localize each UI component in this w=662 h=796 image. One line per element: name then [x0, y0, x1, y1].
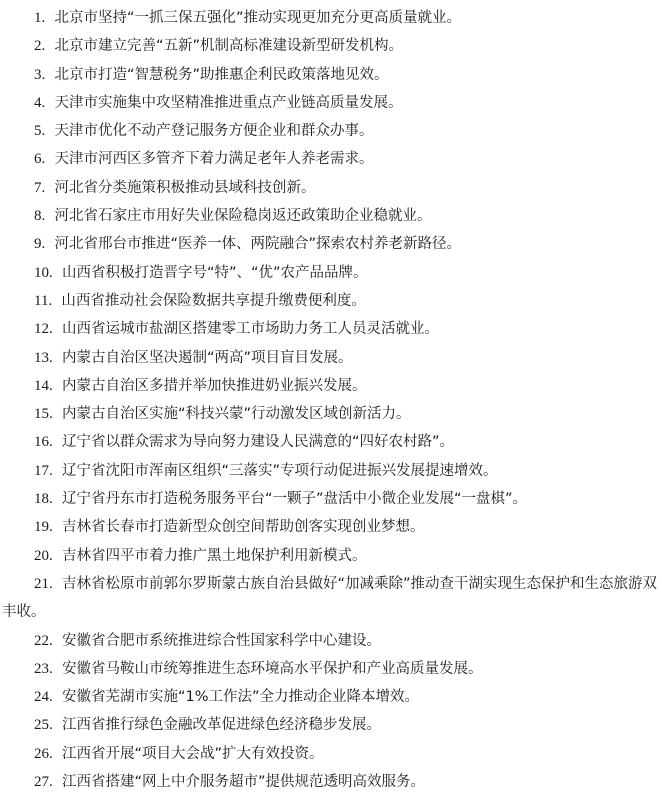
- list-item: [0, 230, 662, 258]
- item-text: 辽宁省沈阳市浑南区组织“三落实”专项行动促进振兴发展提速增效。: [61, 462, 498, 479]
- item-text: 江西省推行绿色金融改革促进绿色经济稳步发展。: [61, 717, 381, 734]
- item-number: 20.: [34, 547, 53, 564]
- item-number: 1.: [34, 10, 46, 26]
- list-item: [0, 542, 662, 570]
- item-number: 22.: [34, 632, 53, 649]
- item-number: 14.: [34, 377, 53, 394]
- list-item: [0, 570, 662, 627]
- list-item: [0, 372, 662, 400]
- item-number: 19.: [34, 519, 53, 536]
- list-item: [0, 428, 662, 456]
- item-number: 11.: [34, 292, 53, 309]
- item-number: 16.: [34, 434, 53, 451]
- list-item: [0, 655, 662, 683]
- item-text: 天津市优化不动产登记服务方便企业和群众办事。: [54, 123, 374, 140]
- list-item: [0, 174, 662, 202]
- list-item: [0, 711, 662, 739]
- item-text: 河北省石家庄市用好失业保险稳岗返还政策助企业稳就业。: [54, 208, 432, 225]
- item-text: 内蒙古自治区坚决遏制“两高”项目盲目发展。: [61, 349, 353, 366]
- item-number: 25.: [34, 717, 53, 734]
- list-item: [0, 145, 662, 173]
- list-item: [0, 117, 662, 145]
- item-text: 吉林省四平市着力推广黑土地保护利用新模式。: [61, 547, 367, 564]
- item-number: 12.: [34, 321, 53, 338]
- list-item: [0, 89, 662, 117]
- item-text: 安徽省合肥市系统推进综合性国家科学中心建设。: [61, 632, 381, 649]
- item-text: 江西省搭建“网上中介服务超市”提供规范透明高效服务。: [61, 774, 425, 791]
- item-text: 天津市河西区多管齐下着力满足老年人养老需求。: [54, 151, 374, 168]
- list-item: [0, 4, 662, 32]
- item-number: 5.: [34, 123, 46, 140]
- list-item: [0, 287, 662, 315]
- item-text: 北京市坚持“一抓三保五强化”推动实现更加充分更高质量就业。: [54, 10, 461, 26]
- item-number: 15.: [34, 406, 53, 423]
- item-number: 18.: [34, 491, 53, 508]
- item-number: 9.: [34, 236, 46, 253]
- item-number: 23.: [34, 660, 53, 677]
- list-item: [0, 259, 662, 287]
- list-item: [0, 400, 662, 428]
- item-text: 山西省运城市盐湖区搭建零工市场助力务工人员灵活就业。: [61, 321, 439, 338]
- item-text: 山西省推动社会保险数据共享提升缴费便利度。: [61, 292, 366, 309]
- item-number: 10.: [34, 264, 53, 281]
- item-number: 4.: [34, 94, 46, 111]
- item-text: 江西省开展“项目大会战”扩大有效投资。: [61, 745, 324, 762]
- item-text: 天津市实施集中攻坚精准推进重点产业链高质量发展。: [54, 94, 403, 111]
- list-item: [0, 513, 662, 541]
- item-number: 24.: [34, 689, 53, 706]
- list-item: [0, 344, 662, 372]
- list-item: [0, 768, 662, 796]
- document-body: [0, 4, 662, 796]
- item-text: 河北省邢台市推进“医养一体、两院融合”探索农村养老新路径。: [54, 236, 461, 253]
- item-text: 吉林省长春市打造新型众创空间帮助创客实现创业梦想。: [61, 519, 425, 536]
- item-text: 北京市打造“智慧税务”助推惠企利民政策落地见效。: [54, 66, 389, 83]
- item-text: 内蒙古自治区多措并举加快推进奶业振兴发展。: [61, 377, 367, 394]
- list-item: [0, 457, 662, 485]
- item-number: 26.: [34, 745, 53, 762]
- item-number: 21.: [34, 575, 53, 592]
- item-number: 27.: [34, 774, 53, 791]
- item-text: 北京市建立完善“五新”机制高标准建设新型研发机构。: [54, 38, 403, 55]
- list-item: [0, 485, 662, 513]
- list-item: [0, 627, 662, 655]
- item-text: 内蒙古自治区实施“科技兴蒙”行动激发区域创新活力。: [61, 406, 411, 423]
- item-number: 3.: [34, 66, 46, 83]
- item-text: 吉林省松原市前郭尔罗斯蒙古族自治县做好“加减乘除”推动查干湖实现生态保护和生态旅游双丰收。: [2, 575, 657, 621]
- list-item: [0, 61, 662, 89]
- list-item: [0, 32, 662, 60]
- item-number: 7.: [34, 179, 46, 196]
- item-number: 2.: [34, 38, 46, 55]
- item-text: 安徽省马鞍山市统筹推进生态环境高水平保护和产业高质量发展。: [61, 660, 483, 677]
- list-item: [0, 315, 662, 343]
- item-text: 辽宁省丹东市打造税务服务平台“一颗子”盘活中小微企业发展“一盘棋”。: [61, 491, 528, 508]
- list-item: [0, 202, 662, 230]
- item-number: 13.: [34, 349, 53, 366]
- list-item: [0, 683, 662, 711]
- item-text: 安徽省芜湖市实施“1%工作法”全力推动企业降本增效。: [61, 689, 419, 706]
- list-item: [0, 740, 662, 768]
- item-number: 6.: [34, 151, 46, 168]
- item-text: 河北省分类施策积极推动县域科技创新。: [54, 179, 316, 196]
- item-number: 8.: [34, 208, 46, 225]
- item-number: 17.: [34, 462, 53, 479]
- item-text: 辽宁省以群众需求为导向努力建设人民满意的“四好农村路”。: [61, 434, 454, 451]
- item-text: 山西省积极打造晋字号“特”、“优”农产品品牌。: [61, 264, 368, 281]
